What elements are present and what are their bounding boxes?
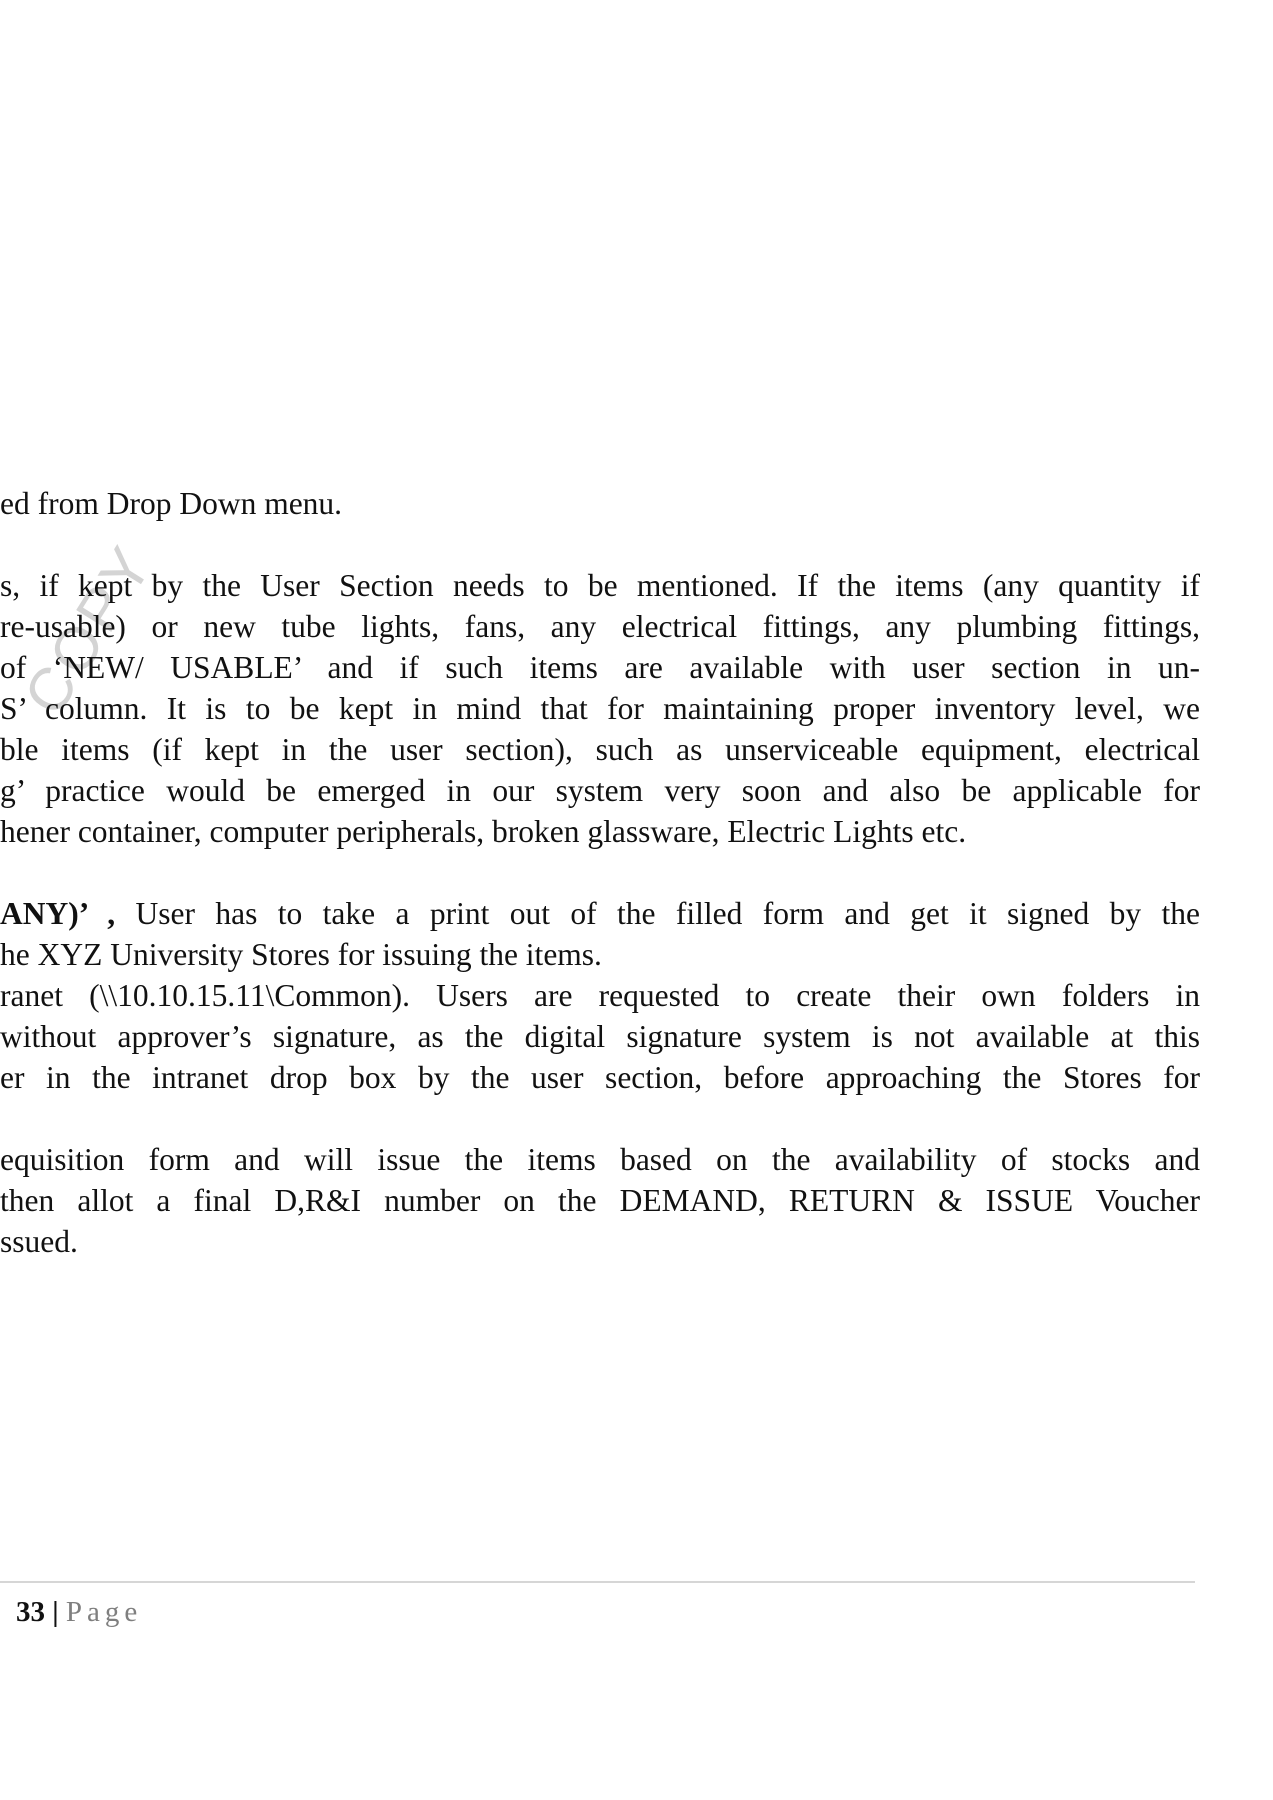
text-line: ble items (if kept in the user section), such as unserviceable equipment, electrical <box>0 732 1200 767</box>
text-line: of ‘NEW/ USABLE’ and if such items are available with user section in un- <box>0 650 1200 685</box>
text-line: re-usable) or new tube lights, fans, any electrical fittings, any plumbing fittings, <box>0 609 1200 644</box>
text-line: without approver’s signature, as the digital signature system is not available at this <box>0 1019 1200 1054</box>
text-line: then allot a final D,R&I number on the DEMAND, RETURN & ISSUE Voucher <box>0 1183 1200 1218</box>
text-line: he XYZ University Stores for issuing the items. <box>0 937 602 972</box>
text-line-with-bold <box>0 894 1200 934</box>
text-line: S’ column. It is to be kept in mind that for maintaining proper inventory level, we <box>0 691 1200 726</box>
text-line: g’ practice would be emerged in our system very soon and also be applicable for <box>0 773 1200 808</box>
text-line: ssued. <box>0 1224 78 1259</box>
text-fragment: User has to take a print out of the filled form and get it signed by the <box>115 896 1201 931</box>
watermark: COPY <box>10 532 167 727</box>
bold-fragment: ANY)’ , <box>0 896 116 931</box>
text-line: s, if kept by the User Section needs to be mentioned. If the items (any quantity if <box>0 568 1200 603</box>
text-line: er in the intranet drop box by the user section, before approaching the Stores for <box>0 1060 1200 1095</box>
page-footer <box>16 1592 142 1632</box>
page-number: 33 <box>16 1596 45 1628</box>
text-line: ed from Drop Down menu. <box>0 486 343 521</box>
page-label: Page <box>65 1596 143 1628</box>
text-line: equisition form and will issue the items based on the availability of stocks and <box>0 1142 1200 1177</box>
footer-divider <box>0 1581 1195 1583</box>
text-line: hener container, computer peripherals, broken glassware, Electric Lights etc. <box>0 814 967 849</box>
footer-separator: | <box>52 1596 59 1628</box>
text-line: ranet (\\10.10.15.11\Common). Users are requested to create their own folders in <box>0 978 1200 1013</box>
